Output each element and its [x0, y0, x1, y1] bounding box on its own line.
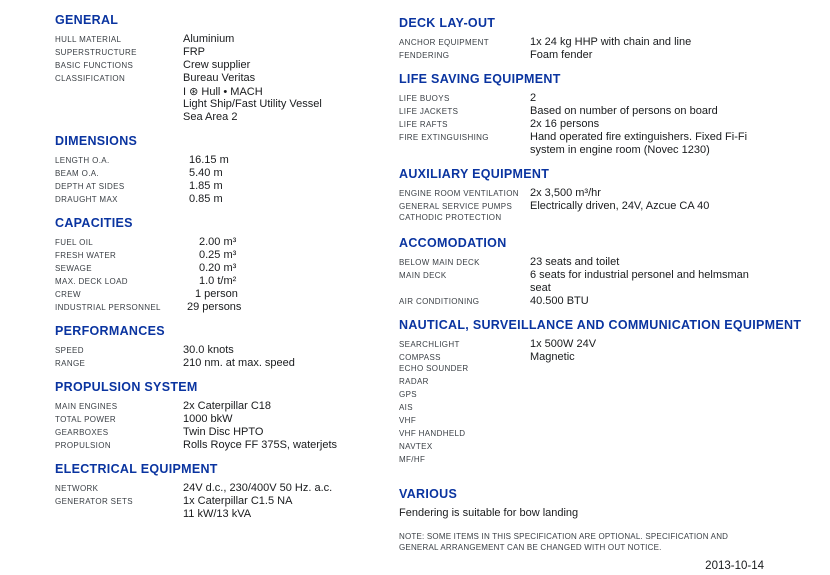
spec-row [55, 46, 393, 59]
spec-label: AIS [399, 403, 413, 412]
spec-label: FUEL OIL [55, 238, 94, 247]
spec-row [55, 193, 393, 206]
document-date: 2013-10-14 [705, 560, 764, 572]
section-performances [55, 325, 393, 370]
spec-row [55, 495, 393, 508]
spec-row [55, 439, 393, 452]
spec-value: 23 seats and toilet [530, 256, 620, 268]
spec-row [55, 482, 393, 495]
spec-value: 210 nm. at max. speed [183, 357, 295, 369]
spec-row [55, 426, 393, 439]
spec-label: SUPERSTRUCTURE [55, 48, 137, 57]
spec-label: ECHO SOUNDER [399, 364, 469, 373]
spec-label: MF/HF [399, 455, 426, 464]
spec-row [399, 36, 823, 49]
section-various [399, 488, 823, 520]
spec-label: FIRE EXTINGUISHING [399, 133, 489, 142]
spec-label: GENERAL SERVICE PUMPS [399, 202, 513, 211]
spec-label: RANGE [55, 359, 86, 368]
spec-value: 2x Caterpillar C18 [183, 400, 272, 412]
spec-label: DRAUGHT MAX [55, 195, 118, 204]
spec-row [55, 85, 393, 98]
spec-row [55, 72, 393, 85]
section-auxiliary-equipment [399, 168, 823, 226]
spec-row [55, 180, 393, 193]
spec-row [399, 200, 823, 213]
spec-row [55, 59, 393, 72]
spec-value: 40.500 BTU [530, 295, 589, 307]
spec-label: MAIN DECK [399, 271, 447, 280]
spec-row [55, 344, 393, 357]
section-nautical-surveillance-communication [399, 319, 823, 468]
section-title-general: GENERAL [55, 13, 119, 27]
spec-label: ANCHOR EQUIPMENT [399, 38, 490, 47]
section-title-deck-lay-out: DECK LAY-OUT [399, 16, 496, 30]
spec-row [55, 154, 393, 167]
spec-row [399, 442, 823, 455]
spec-label: LENGTH O.A. [55, 156, 110, 165]
spec-value: 1000 bkW [183, 413, 233, 425]
spec-label: MAIN ENGINES [55, 402, 118, 411]
spec-value: seat [530, 282, 551, 294]
spec-column-right [399, 10, 823, 572]
spec-label: SEWAGE [55, 264, 92, 273]
spec-value: 29 persons [187, 301, 242, 313]
spec-value: Twin Disc HPTO [183, 426, 264, 438]
spec-label: BASIC FUNCTIONS [55, 61, 134, 70]
spec-row [399, 282, 823, 295]
spec-label: GEARBOXES [55, 428, 109, 437]
spec-value: 1 person [195, 288, 238, 300]
spec-value: 1.85 m [189, 180, 223, 192]
spec-label: NAVTEX [399, 442, 433, 451]
spec-row [399, 455, 823, 468]
spec-value: Electrically driven, 24V, Azcue CA 40 [530, 200, 710, 212]
spec-label: LIFE RAFTS [399, 120, 448, 129]
section-title-dimensions: DIMENSIONS [55, 134, 138, 148]
spec-label: AIR CONDITIONING [399, 297, 480, 306]
spec-row [399, 351, 823, 364]
spec-label: NETWORK [55, 484, 99, 493]
spec-label: VHF HANDHELD [399, 429, 466, 438]
spec-row [399, 295, 823, 308]
spec-row [55, 400, 393, 413]
spec-row [55, 111, 393, 124]
spec-row [55, 357, 393, 370]
various-text: Fendering is suitable for bow landing [399, 507, 579, 519]
spec-value: Rolls Royce FF 375S, waterjets [183, 439, 338, 451]
spec-row [55, 98, 393, 111]
section-title-auxiliary-equipment: AUXILIARY EQUIPMENT [399, 167, 550, 181]
section-title-accomodation: ACCOMODATION [399, 236, 507, 250]
spec-value: 11 kW/13 kVA [183, 508, 252, 520]
spec-value: 2x 3,500 m³/hr [530, 187, 601, 199]
section-life-saving-equipment [399, 73, 823, 157]
spec-row [55, 167, 393, 180]
disclaimer-note: NOTE: SOME ITEMS IN THIS SPECIFICATION ARE OPTIONAL. SPECIFICATION AND GENERAL ARRANGEMENT CAN BE CHANGED WITH OUT NOTICE. [399, 532, 729, 552]
spec-label: LIFE JACKETS [399, 107, 459, 116]
spec-value: 0.20 m³ [199, 262, 237, 274]
spec-row [399, 403, 823, 416]
spec-row [399, 49, 823, 62]
spec-label: TOTAL POWER [55, 415, 117, 424]
spec-column-left [55, 10, 393, 521]
spec-value: 0.25 m³ [199, 249, 237, 261]
spec-value: system in engine room (Novec 1230) [530, 144, 710, 156]
spec-value: 1x 500W 24V [530, 338, 597, 350]
spec-label: COMPASS [399, 353, 441, 362]
spec-row [399, 269, 823, 282]
spec-row [399, 377, 823, 390]
spec-label: VHF [399, 416, 417, 425]
spec-row [55, 275, 393, 288]
spec-label: SPEED [55, 346, 84, 355]
spec-row [399, 131, 823, 144]
section-title-various: VARIOUS [399, 487, 458, 501]
spec-value: I ⊛ Hull • MACH [183, 86, 263, 98]
spec-label: GPS [399, 390, 417, 399]
spec-label: PROPULSION [55, 441, 111, 450]
spec-row [399, 416, 823, 429]
section-dimensions [55, 135, 393, 206]
section-title-propulsion-system: PROPULSION SYSTEM [55, 380, 198, 394]
spec-label: INDUSTRIAL PERSONNEL [55, 303, 161, 312]
spec-label: SEARCHLIGHT [399, 340, 460, 349]
spec-label: RADAR [399, 377, 429, 386]
section-accomodation [399, 237, 823, 308]
section-title-nautical-surveillance-communication: NAUTICAL, SURVEILLANCE AND COMMUNICATION EQUIPMENT [399, 318, 802, 332]
section-deck-lay-out [399, 17, 823, 62]
section-electrical-equipment [55, 463, 393, 521]
spec-row [399, 105, 823, 118]
spec-value: 30.0 knots [183, 344, 234, 356]
spec-row [399, 118, 823, 131]
spec-row [55, 262, 393, 275]
spec-value: Hand operated fire extinguishers. Fixed Fi-Fi [530, 131, 748, 143]
spec-label: CATHODIC PROTECTION [399, 213, 502, 222]
spec-value: Bureau Veritas [183, 72, 256, 84]
spec-label: FRESH WATER [55, 251, 117, 260]
spec-value: 6 seats for industrial personel and helmsman [530, 269, 749, 281]
spec-value: Light Ship/Fast Utility Vessel [183, 98, 322, 110]
spec-label: MAX. DECK LOAD [55, 277, 128, 286]
spec-label: BEAM O.A. [55, 169, 100, 178]
spec-row [399, 144, 823, 157]
spec-value: FRP [183, 46, 205, 58]
spec-row [55, 288, 393, 301]
spec-label: BELOW MAIN DECK [399, 258, 480, 267]
spec-row [399, 256, 823, 269]
spec-label: LIFE BUOYS [399, 94, 450, 103]
spec-value: 2x 16 persons [530, 118, 600, 130]
spec-value: 2.00 m³ [199, 236, 237, 248]
spec-label: CLASSIFICATION [55, 74, 126, 83]
section-title-performances: PERFORMANCES [55, 324, 165, 338]
section-general [55, 14, 393, 124]
spec-value: 1x 24 kg HHP with chain and line [530, 36, 692, 48]
spec-row [399, 187, 823, 200]
section-capacities [55, 217, 393, 314]
spec-value: Aluminium [183, 33, 235, 45]
spec-value: 24V d.c., 230/400V 50 Hz. a.c. [183, 482, 333, 494]
spec-label: ENGINE ROOM VENTILATION [399, 189, 519, 198]
spec-row [399, 390, 823, 403]
spec-row [399, 92, 823, 105]
spec-label: HULL MATERIAL [55, 35, 122, 44]
spec-value: Crew supplier [183, 59, 251, 71]
spec-row [399, 213, 823, 226]
spec-value: 1x Caterpillar C1.5 NA [183, 495, 293, 507]
spec-value: Based on number of persons on board [530, 105, 718, 117]
spec-value: 1.0 t/m² [199, 275, 237, 287]
spec-row [55, 236, 393, 249]
spec-label: CREW [55, 290, 81, 299]
spec-row [399, 338, 823, 351]
spec-value: Sea Area 2 [183, 111, 238, 123]
spec-row [55, 508, 393, 521]
spec-value: 16.15 m [189, 154, 229, 166]
spec-row [55, 301, 393, 314]
spec-value: Foam fender [530, 49, 593, 61]
section-title-electrical-equipment: ELECTRICAL EQUIPMENT [55, 462, 218, 476]
section-propulsion-system [55, 381, 393, 452]
spec-value: 0.85 m [189, 193, 223, 205]
spec-value: Magnetic [530, 351, 575, 363]
spec-row [399, 364, 823, 377]
spec-row [55, 413, 393, 426]
spec-label: FENDERING [399, 51, 450, 60]
spec-label: GENERATOR SETS [55, 497, 133, 506]
spec-row [399, 429, 823, 442]
section-title-capacities: CAPACITIES [55, 216, 133, 230]
spec-value: 2 [530, 92, 537, 104]
spec-row [55, 249, 393, 262]
spec-row [55, 33, 393, 46]
spec-value: 5.40 m [189, 167, 223, 179]
section-title-life-saving-equipment: LIFE SAVING EQUIPMENT [399, 72, 561, 86]
spec-label: DEPTH AT SIDES [55, 182, 125, 191]
